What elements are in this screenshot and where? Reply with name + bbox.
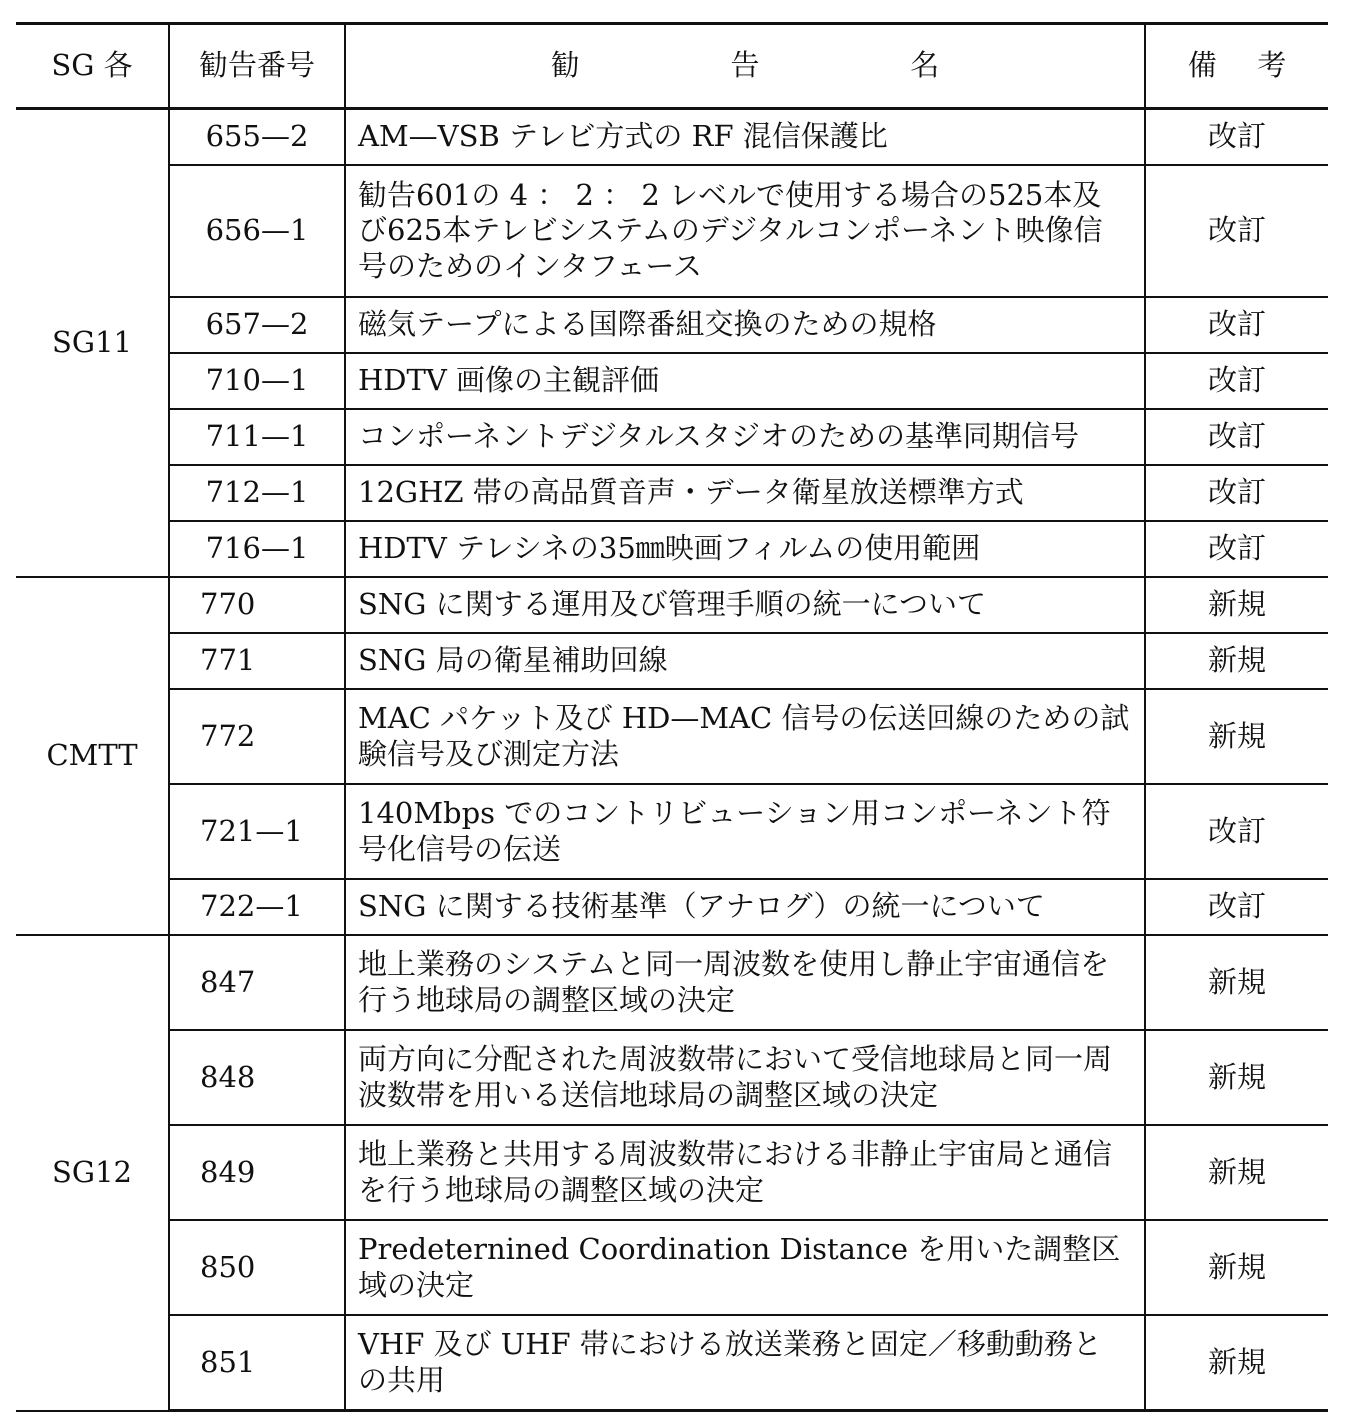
recommendation-number: 770 xyxy=(169,577,345,633)
recommendation-note: 新規 xyxy=(1145,935,1328,1030)
table-row xyxy=(16,1315,1328,1411)
recommendation-note: 新規 xyxy=(1145,1125,1328,1220)
table-row xyxy=(16,297,1328,353)
recommendation-number: 655—2 xyxy=(169,109,345,166)
recommendation-name: VHF 及び UHF 帯における放送業務と固定／移動動務との共用 xyxy=(345,1315,1145,1411)
recommendation-note: 新規 xyxy=(1145,689,1328,784)
recommendation-number: 716—1 xyxy=(169,521,345,577)
header-note: 備考 xyxy=(1187,48,1327,83)
recommendation-name: HDTV テレシネの35㎜映画フィルムの使用範囲 xyxy=(345,521,1145,577)
recommendation-number: 710—1 xyxy=(169,353,345,409)
recommendation-number: 771 xyxy=(169,633,345,689)
recommendation-name: SNG に関する技術基準（アナログ）の統一について xyxy=(345,879,1145,935)
recommendation-number: 848 xyxy=(169,1030,345,1125)
recommendation-number: 712—1 xyxy=(169,465,345,521)
recommendation-name: 12GHZ 帯の高品質音声・データ衛星放送標準方式 xyxy=(345,465,1145,521)
table-row xyxy=(16,935,1328,1030)
recommendation-name: 地上業務のシステムと同一周波数を使用し静止宇宙通信を行う地球局の調整区域の決定 xyxy=(345,935,1145,1030)
recommendation-number: 847 xyxy=(169,935,345,1030)
table-row xyxy=(16,689,1328,784)
header-note-cell xyxy=(1145,24,1328,109)
recommendation-note: 新規 xyxy=(1145,1030,1328,1125)
recommendation-name: 地上業務と共用する周波数帯における非静止宇宙局と通信を行う地球局の調整区域の決定 xyxy=(345,1125,1145,1220)
recommendation-note: 改訂 xyxy=(1145,521,1328,577)
recommendation-note: 改訂 xyxy=(1145,165,1328,297)
recommendation-number: 721—1 xyxy=(169,784,345,879)
recommendation-number: 657—2 xyxy=(169,297,345,353)
recommendation-note: 新規 xyxy=(1145,633,1328,689)
recommendation-note: 改訂 xyxy=(1145,409,1328,465)
sg-group-cell: CMTT xyxy=(16,577,169,935)
table-row xyxy=(16,165,1328,297)
header-name-cell xyxy=(345,24,1145,109)
table-body xyxy=(16,109,1328,1411)
recommendation-note: 新規 xyxy=(1145,1315,1328,1411)
recommendation-number: 722—1 xyxy=(169,879,345,935)
header-row xyxy=(16,24,1328,109)
table-row xyxy=(16,1030,1328,1125)
recommendation-name: SNG に関する運用及び管理手順の統一について xyxy=(345,577,1145,633)
recommendation-number: 772 xyxy=(169,689,345,784)
table-row xyxy=(16,353,1328,409)
header-number: 勧告番号 xyxy=(169,24,345,109)
recommendation-name: SNG 局の衛星補助回線 xyxy=(345,633,1145,689)
recommendation-note: 改訂 xyxy=(1145,353,1328,409)
recommendation-note: 新規 xyxy=(1145,1220,1328,1315)
recommendation-number: 849 xyxy=(169,1125,345,1220)
recommendations-table xyxy=(16,22,1328,1412)
recommendation-number: 850 xyxy=(169,1220,345,1315)
table-row xyxy=(16,1220,1328,1315)
recommendation-name: HDTV 画像の主観評価 xyxy=(345,353,1145,409)
recommendation-name: 140Mbps でのコントリビューション用コンポーネント符号化信号の伝送 xyxy=(345,784,1145,879)
table-row xyxy=(16,784,1328,879)
recommendation-note: 新規 xyxy=(1145,577,1328,633)
sg-group-cell: SG12 xyxy=(16,935,169,1411)
recommendation-name: 勧告601の 4 ： 2 ： 2 レベルで使用する場合の525本及び625本テレビシステムのデジタルコンポーネント映像信号のためのインタフェース xyxy=(345,165,1145,297)
recommendation-number: 711—1 xyxy=(169,409,345,465)
recommendation-name: Predeternined Coordination Distance を用いた調整区域の決定 xyxy=(345,1220,1145,1315)
recommendation-name: AM—VSB テレビ方式の RF 混信保護比 xyxy=(345,109,1145,166)
table-header xyxy=(16,24,1328,109)
table-row xyxy=(16,109,1328,166)
recommendation-name: MAC パケット及び HD—MAC 信号の伝送回線のための試験信号及び測定方法 xyxy=(345,689,1145,784)
sg-group-cell: SG11 xyxy=(16,109,169,578)
recommendations-table-page xyxy=(16,22,1328,1412)
table-row xyxy=(16,577,1328,633)
table-row xyxy=(16,633,1328,689)
table-row xyxy=(16,409,1328,465)
recommendation-name: コンポーネントデジタルスタジオのための基準同期信号 xyxy=(345,409,1145,465)
recommendation-name: 両方向に分配された周波数帯において受信地球局と同一周波数帯を用いる送信地球局の調整区域の決定 xyxy=(345,1030,1145,1125)
recommendation-note: 改訂 xyxy=(1145,297,1328,353)
recommendation-name: 磁気テープによる国際番組交換のための規格 xyxy=(345,297,1145,353)
table-row xyxy=(16,521,1328,577)
recommendation-note: 改訂 xyxy=(1145,879,1328,935)
recommendation-note: 改訂 xyxy=(1145,784,1328,879)
table-row xyxy=(16,465,1328,521)
header-sg: SG 各 xyxy=(16,24,169,109)
header-name: 勧告名 xyxy=(550,48,1091,83)
recommendation-note: 改訂 xyxy=(1145,465,1328,521)
recommendation-number: 656—1 xyxy=(169,165,345,297)
table-row xyxy=(16,1125,1328,1220)
recommendation-note: 改訂 xyxy=(1145,109,1328,166)
recommendation-number: 851 xyxy=(169,1315,345,1411)
table-row xyxy=(16,879,1328,935)
